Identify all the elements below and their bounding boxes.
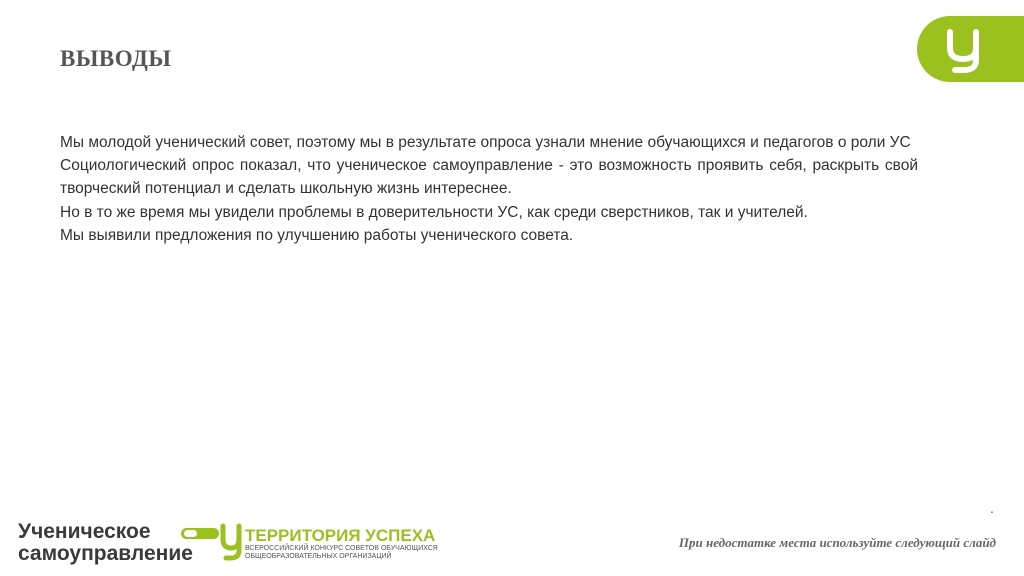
dot-mark: .	[990, 500, 994, 516]
paragraph-4: Мы выявили предложения по улучшению работы ученического совета.	[60, 226, 574, 244]
slide-title: ВЫВОДЫ	[60, 46, 172, 71]
footer-note: При недостатке места используйте следующий слайд	[678, 535, 996, 550]
logo-mid-subtitle-2: ОБЩЕОБРАЗОВАТЕЛЬНЫХ ОРГАНИЗАЦИЙ	[245, 553, 392, 560]
paragraph-3: Но в то же время мы увидели проблемы в доверительности УС, как среди сверстников, так и учителей.	[60, 203, 808, 221]
logo-left-line2: самоуправление	[18, 542, 193, 565]
student-government-logo	[18, 521, 208, 567]
corner-logo	[917, 16, 1024, 82]
paragraph-1: Мы молодой ученический совет, поэтому мы в результате опроса узнали мнение обучающихся и педагогов о роли УС	[60, 134, 911, 151]
paragraph-2: Социологический опрос показал, что ученическое самоуправление - это возможность проявить себя, раскрыть свой творческий потенциал и сделать школьную жизнь интереснее.	[60, 157, 918, 198]
conclusions-text	[60, 131, 918, 247]
territory-of-success-logo	[219, 520, 459, 566]
letter-u-logo-icon	[943, 26, 983, 74]
logo-mid-title: ТЕРРИТОРИЯ УСПЕХА	[245, 526, 436, 545]
letter-u-small-icon	[219, 522, 243, 562]
logo-mid-subtitle-1: ВСЕРОССИЙСКИЙ КОНКУРС СОВЕТОВ ОБУЧАЮЩИХСЯ	[245, 545, 438, 552]
toggle-pill-icon	[181, 528, 219, 539]
logo-left-line1: Ученическое	[18, 520, 151, 543]
